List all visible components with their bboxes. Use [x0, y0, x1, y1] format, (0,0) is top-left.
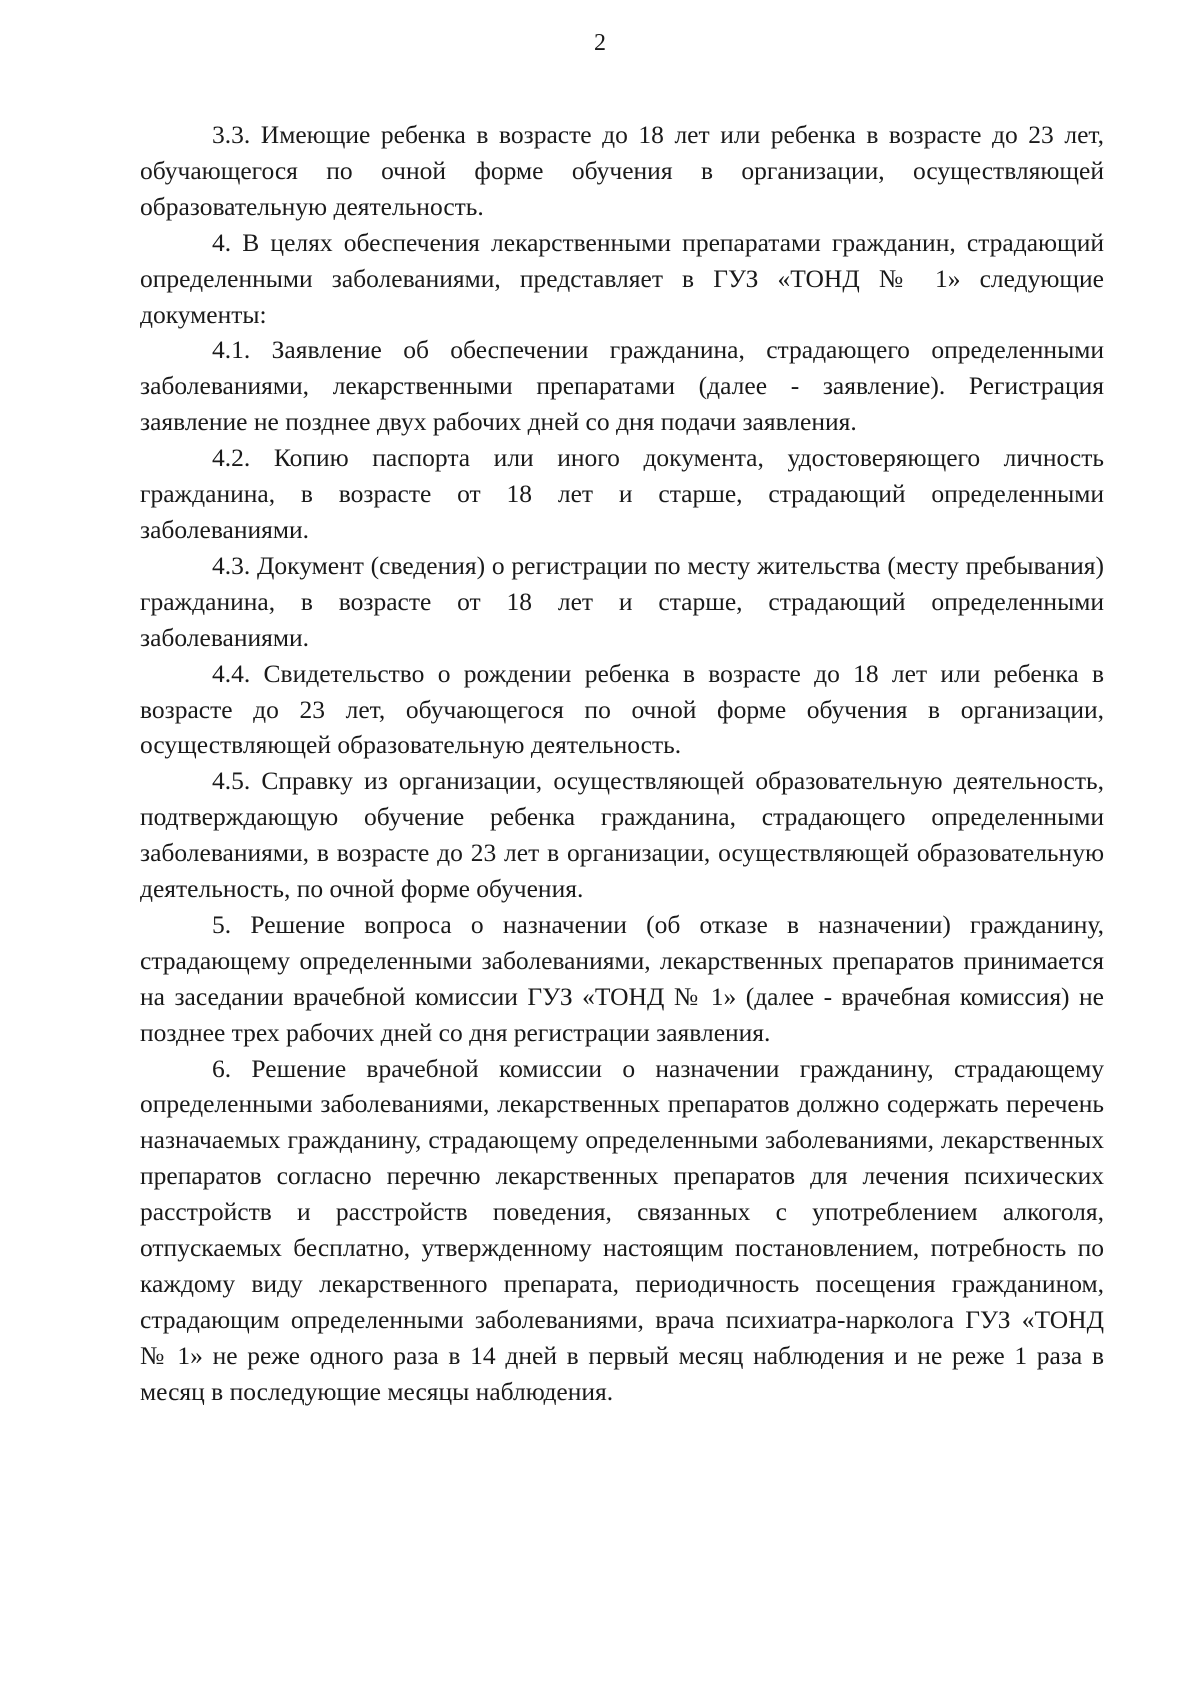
- paragraph-4-3: 4.3. Документ (сведения) о регистрации по месту жительства (месту пребывания) гражданина, в возрасте от 18 лет и старше, страдающий определенными заболеваниями.: [140, 550, 1104, 652]
- paragraph-6: 6. Решение врачебной комиссии о назначении гражданину, страдающему определенными заболеваниями, лекарственных препаратов должно содержать перечень назначаемых гражданину, страдающему определенными заболеваниями, лекарственных препаратов согласно перечню лекарственных препаратов для лечения психических расстройств и расстройств поведения, связанных с употреблением алкоголя, отпускаемых бесплатно, утвержденному настоящим постановлением, потребность по каждому виду лекарственного препарата, периодичность посещения гражданином, страдающим определенными заболеваниями, врача психиатра-нарколога ГУЗ «ТОНД № 1» не реже одного раза в 14 дней в первый месяц наблюдения и не реже 1 раза в месяц в последующие месяцы наблюдения.: [140, 1053, 1104, 1406]
- paragraph-4-2: 4.2. Копию паспорта или иного документа, удостоверяющего личность гражданина, в возрасте от 18 лет и старше, страдающий определенными заболеваниями.: [140, 443, 1104, 544]
- page-number: 2: [594, 30, 606, 56]
- paragraph-4-1: 4.1. Заявление об обеспечении гражданина, страдающего определенными заболеваниями, лекарственными препаратами (далее - заявление). Регистрация заявление не позднее двух рабочих дней со дня подачи заявления.: [140, 335, 1104, 437]
- document-body: [140, 117, 1104, 1410]
- paragraph-5: 5. Решение вопроса о назначении (об отказе в назначении) гражданину, страдающему определенными заболеваниями, лекарственных препаратов принимается на заседании врачебной комиссии ГУЗ «ТОНД № 1» (далее - врачебная комиссия) не позднее трех рабочих дней со дня регистрации заявления.: [140, 909, 1104, 1047]
- paragraph-4-4: 4.4. Свидетельство о рождении ребенка в возрасте до 18 лет или ребенка в возрасте до 23 лет, обучающегося по очной форме обучения в организации, осуществляющей образовательную деятельность.: [140, 658, 1104, 760]
- paragraph-4-5: 4.5. Справку из организации, осуществляющей образовательную деятельность, подтверждающую обучение ребенка гражданина, страдающего определенными заболеваниями, в возрасте до 23 лет в организации, осуществляющей образовательную деятельность, по очной форме обучения.: [140, 766, 1104, 904]
- paragraph-4: 4. В целях обеспечения лекарственными препаратами гражданин, страдающий определенными заболеваниями, представляет в ГУЗ «ТОНД № 1» следующие документы:: [140, 227, 1104, 329]
- paragraph-3-3: 3.3. Имеющие ребенка в возрасте до 18 лет или ребенка в возрасте до 23 лет, обучающегося по очной форме обучения в организации, осуществляющей образовательную деятельность.: [140, 120, 1104, 221]
